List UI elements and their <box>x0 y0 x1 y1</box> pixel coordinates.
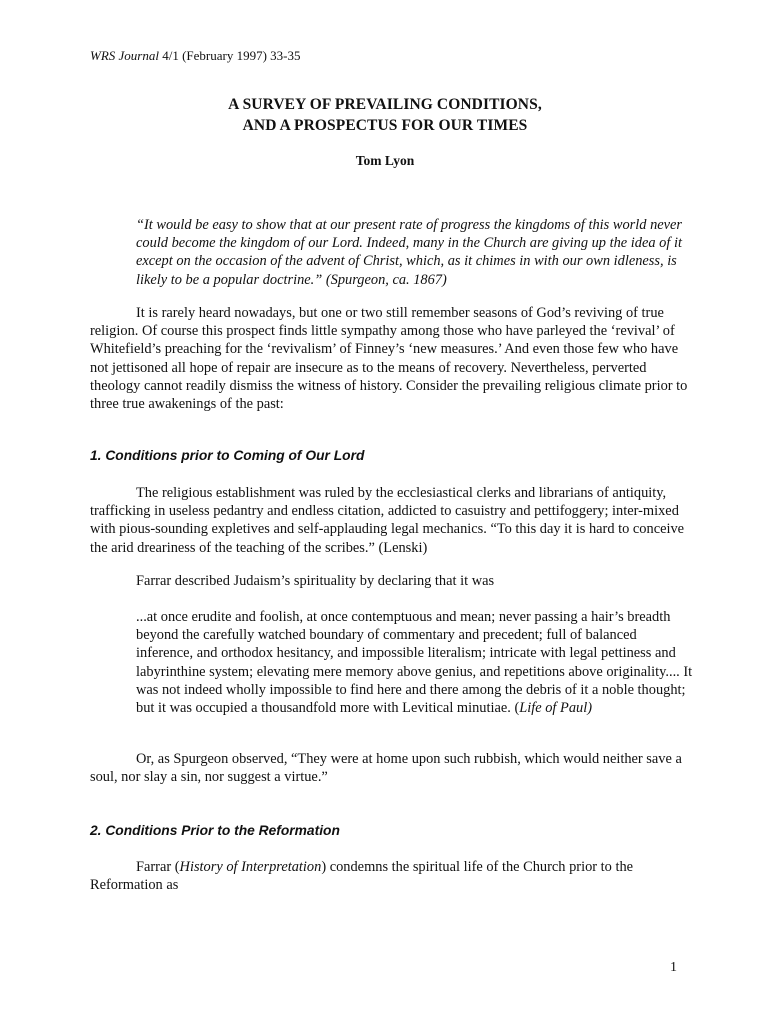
epigraph-quote: “It would be easy to show that at our present rate of progress the kingdoms of this world never could become the kingdom of our Lord. Indeed, many in the Church are giving up the idea of it except on the occasion of the advent of Christ, which, as it chimes in with our own idleness, is likely to be a popular doctrine.” (Spurgeon, ca. 1867) <box>136 217 683 288</box>
section-1-paragraph-2 <box>90 572 690 590</box>
author-name: Tom Lyon <box>355 153 415 168</box>
section-1-paragraph-2-text: Farrar described Judaism’s spirituality by declaring that it was <box>136 573 495 589</box>
section-1-paragraph-1 <box>90 484 690 557</box>
journal-citation: 4/1 (February 1997) 33-35 <box>158 48 301 63</box>
section-1-paragraph-3-text: Or, as Spurgeon observed, “They were at home upon such rubbish, which would neither save a soul, nor slay a sin, nor suggest a virtue.” <box>90 751 682 786</box>
title-line-1: A SURVEY OF PREVAILING CONDITIONS, <box>228 96 542 113</box>
intro-paragraph <box>90 304 690 413</box>
section-1-paragraph-1-text: The religious establishment was ruled by the ecclesiastical clerks and librarians of antiquity, trafficking in useless pedantry and endless citation, addicted to casuistry and pettifoggery; inter-mixed with pious-sounding expletives and self-applauding legal mechanics. “To this day it is hard to conceive the arid dreariness of the teaching of the scribes.” (Lenski) <box>90 485 685 556</box>
running-head <box>90 48 301 64</box>
section-2-paragraph <box>90 858 690 894</box>
intro-paragraph-text: It is rarely heard nowadays, but one or two still remember seasons of God’s reviving of true religion. Of course this prospect finds little sympathy among those who have parleyed the ‘revival’ of Whitefield’s preaching for the ‘revivalism’ of Finney’s ‘new measures.’ And even those few who have not jettisoned all hope of repair are insecure as to the means of recovery. Nevertheless, perverted theology cannot readily dismiss the witness of history. Consider the prevailing religious climate prior to three true awakenings of the past: <box>90 305 688 413</box>
section-2-paragraph-pre: Farrar ( <box>136 859 180 875</box>
farrar-blockquote <box>136 608 696 717</box>
section-1-heading: 1. Conditions prior to Coming of Our Lord <box>90 448 365 463</box>
journal-name: WRS Journal <box>90 48 159 63</box>
section-2-paragraph-post: ) condemns the spiritual life of the Church prior to the Reformation as <box>90 859 634 894</box>
blockquote-source: Life of Paul) <box>519 700 592 717</box>
section-1-paragraph-3 <box>90 750 690 786</box>
article-title <box>0 94 770 136</box>
title-line-2: AND A PROSPECTUS FOR OUR TIMES <box>242 117 528 134</box>
page-number: 1 <box>670 960 677 975</box>
blockquote-text: ...at once erudite and foolish, at once contemptuous and mean; never passing a hair’s breadth beyond the carefully watched boundary of commentary and precedent; full of balanced inference, and orthodox hesitancy, and impossible literalism; intricate with legal pettiness and labyrinthine system; elevating mere memory above genius, and repetitions above originality.... It was not indeed wholly impossible to find here and there among the debris of it a noble thought; but it was occupied a thousandfold more with Levitical minutiae. ( <box>136 609 693 717</box>
section-2-paragraph-source: History of Interpretation <box>179 859 322 875</box>
section-2-heading: 2. Conditions Prior to the Reformation <box>90 823 340 838</box>
